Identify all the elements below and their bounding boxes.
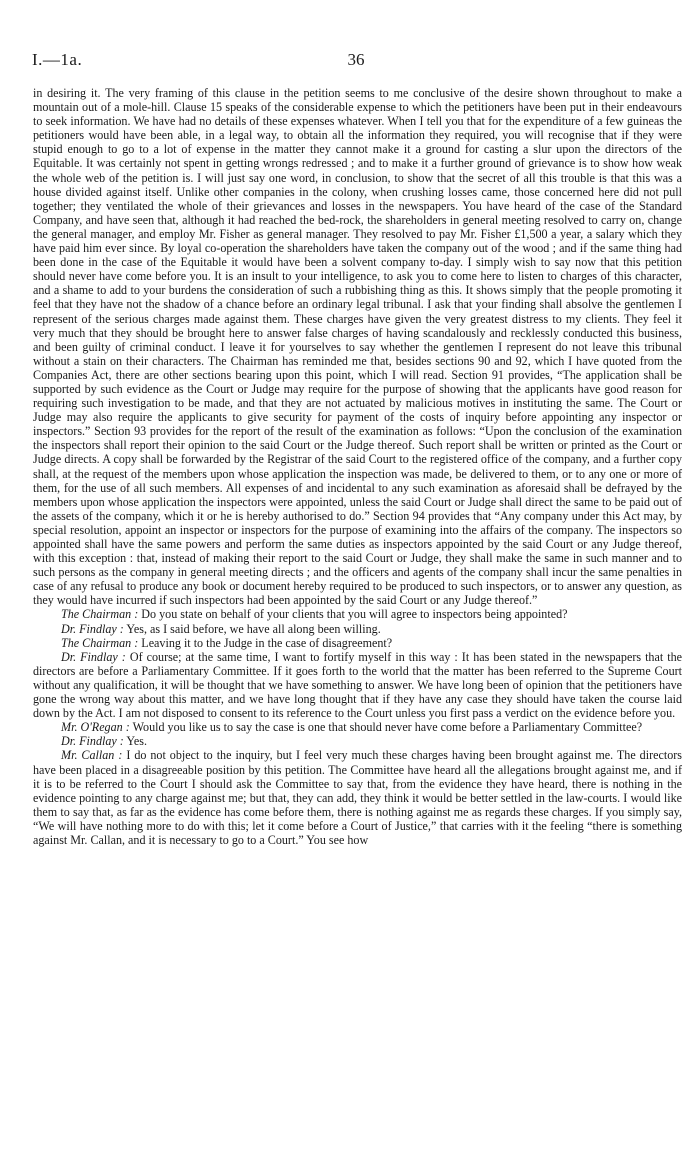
paragraph-text: Would you like us to say the case is one that should never have come before a Parliamentary Committee?: [129, 720, 643, 735]
paragraph-text: Yes.: [123, 734, 148, 749]
speaker-name: Mr. O'Regan :: [61, 720, 130, 735]
speaker-name: The Chairman :: [61, 635, 139, 650]
dialogue-paragraph: [33, 607, 682, 621]
dialogue-paragraph: [33, 622, 682, 636]
paragraph-text: Leaving it to the Judge in the case of disagreement?: [138, 635, 393, 650]
speaker-name: Dr. Findlay :: [61, 621, 124, 636]
dialogue-paragraph: [33, 650, 682, 720]
dialogue-paragraph: [33, 636, 682, 650]
page-number: 36: [347, 50, 365, 69]
speaker-name: Mr. Callan :: [61, 748, 123, 763]
document-reference: I.—1a.: [32, 50, 83, 69]
speaker-name: The Chairman :: [61, 607, 139, 622]
paragraph-text: I do not object to the inquiry, but I feel very much these charges having been brought against me. The directors have been placed in a disagreeable position by this petition. The Committee have heard all the allegations brought against me, and if it is to be referred to the Court I should ask the Committee to say that, from the evidence they have heard, there is nothing in the evidence pointing to any charge against me; but that, they can add, they think it would be better settled in the law-courts. I would like them to say that, as far as the evidence has come before them, there is nothing against me as regards these charges. If you simply say, “We will have nothing more to do with this; let it come before a Court of Justice,” that carries with it the feeling “there is something against Mr. Callan, and it is necessary to go to a Court.” You see how: [33, 748, 682, 847]
paragraph-text: in desiring it. The very framing of this clause in the petition seems to me conclusive of the desire shown throughout to make a mountain out of a mole-hill. Clause 15 speaks of the considerable expense to which the petitioners have been put in their endeavours to seek information. We have had no details of these expenses whatever. When I tell you that for the expenditure of a few guineas the petitioners would have been able, in a legal way, to obtain all the information they required, you will recognise that if they were stupid enough to go to a lot of expense in the matter they cannot make it a ground for casting a slur upon the directors of the Equitable. It was certainly not spent in getting wrongs redressed ; and to make it a further ground of grievance is to show how weak the whole web of the petition is. I will just say one word, in conclusion, to show that the secret of all this trouble is that this was a house divided against itself. Unlike other companies in the colony, when crushing losses came, those concerned here did not pull together; they ventilated the whole of their grievances and losses in the newspapers. You have heard of the case of the Standard Company, and have seen that, although it had reached the bed-rock, the shareholders in general meeting resolved to carry on, change the general manager, and employ Mr. Fisher as general manager. They resolved to pay Mr. Fisher £1,500 a year, a salary which they have paid him ever since. By loyal co-operation the shareholders have taken the company out of the wood ; and if the same thing had been done in the case of the Equitable it would have been a solvent company to-day. I simply wish to say now that this petition should never have come before you. It is an insult to your intelligence, to ask you to come here to listen to charges of this character, and a shame to add to your burdens the consideration of such a rubbishing thing as this. It shows simply that the people promoting it feel that they have not the shadow of a chance before an ordinary legal tribunal. I ask that your finding shall absolve the gentlemen I represent of the serious charges made against them. These charges have given the very greatest distress to my clients. They feel it very much that they should be brought here to answer false charges of having scandalously and recklessly conducted this business, and been guilty of criminal conduct. I leave it for yourselves to say whether the gentlemen I represent do not leave this tribunal without a stain on their characters. The Chairman has reminded me that, besides sections 90 and 92, which I have quoted from the Companies Act, there are other sections bearing upon this point, which I will read. Section 91 provides, “The application shall be supported by such evidence as the Court or Judge may require for the purpose of showing that the applicants have good reason for requiring such investigation to be made, and that they are not actuated by malicious motives in instituting the same. The Court or Judge may also require the applicants to give security for payment of the costs of inquiry before appointing any inspector or inspectors.” Section 93 provides for the report of the result of the examination as follows: “Upon the conclusion of the examination the inspectors shall report their opinion to the said Court or the Judge thereof. Such report shall be written or printed as the Court or Judge directs. A copy shall be forwarded by the Registrar of the said Court to the registered office of the company, and a further copy shall, at the request of the members upon whose application the inspection was made, be delivered to them, or to any one or more of them, for the use of all such members. All expenses of and incidental to any such examination as aforesaid shall be defrayed by the members upon whose application the inspectors were appointed, unless the said Court or Judge shall direct the same to be paid out of the assets of the company, which it or he is hereby authorised to do.” Section 94 provides that “Any company under this Act may, by special resolution, appoint an inspector or inspectors for the purpose of examining into the affairs of the company. The inspectors so appointed shall have the same powers and perform the same duties as inspectors appointed by the said Court or any Judge thereof, with this exception : that, instead of making their report to the said Court or Judge, they shall make the same in such manner and to such persons as the company in general meeting directs ; and the officers and agents of the company shall incur the same penalties in case of any refusal to produce any book or document hereby required to be produced to such inspectors, or to answer any question, as they would have incurred if such inspectors had been appointed by the said Court or any Judge thereof.”: [33, 86, 682, 608]
paragraph-text: Of course; at the same time, I want to fortify myself in this way : It has been stated in the newspapers that the directors are before a Parliamentary Committee. If it goes forth to the world that the matter has been referred to the Supreme Court without any qualification, it will be thought that we have something to answer. We have long been of opinion that the petitioners have gone the wrong way about this matter, and we have long thought that if they have any case they should have taken the course laid down by the Act. I am not disposed to consent to its reference to the Court unless you first pass a verdict on the evidence before you.: [33, 649, 682, 721]
dialogue-paragraph: [33, 748, 682, 847]
paragraph: [33, 86, 682, 607]
dialogue-paragraph: [33, 734, 682, 748]
page-header: [32, 50, 680, 72]
document-body: [33, 86, 682, 847]
dialogue-paragraph: [33, 720, 682, 734]
paragraph-text: Yes, as I said before, we have all along been willing.: [123, 621, 381, 636]
speaker-name: Dr. Findlay :: [61, 649, 126, 664]
paragraph-text: Do you state on behalf of your clients that you will agree to inspectors being appointed?: [138, 607, 568, 622]
speaker-name: Dr. Findlay :: [61, 734, 124, 749]
